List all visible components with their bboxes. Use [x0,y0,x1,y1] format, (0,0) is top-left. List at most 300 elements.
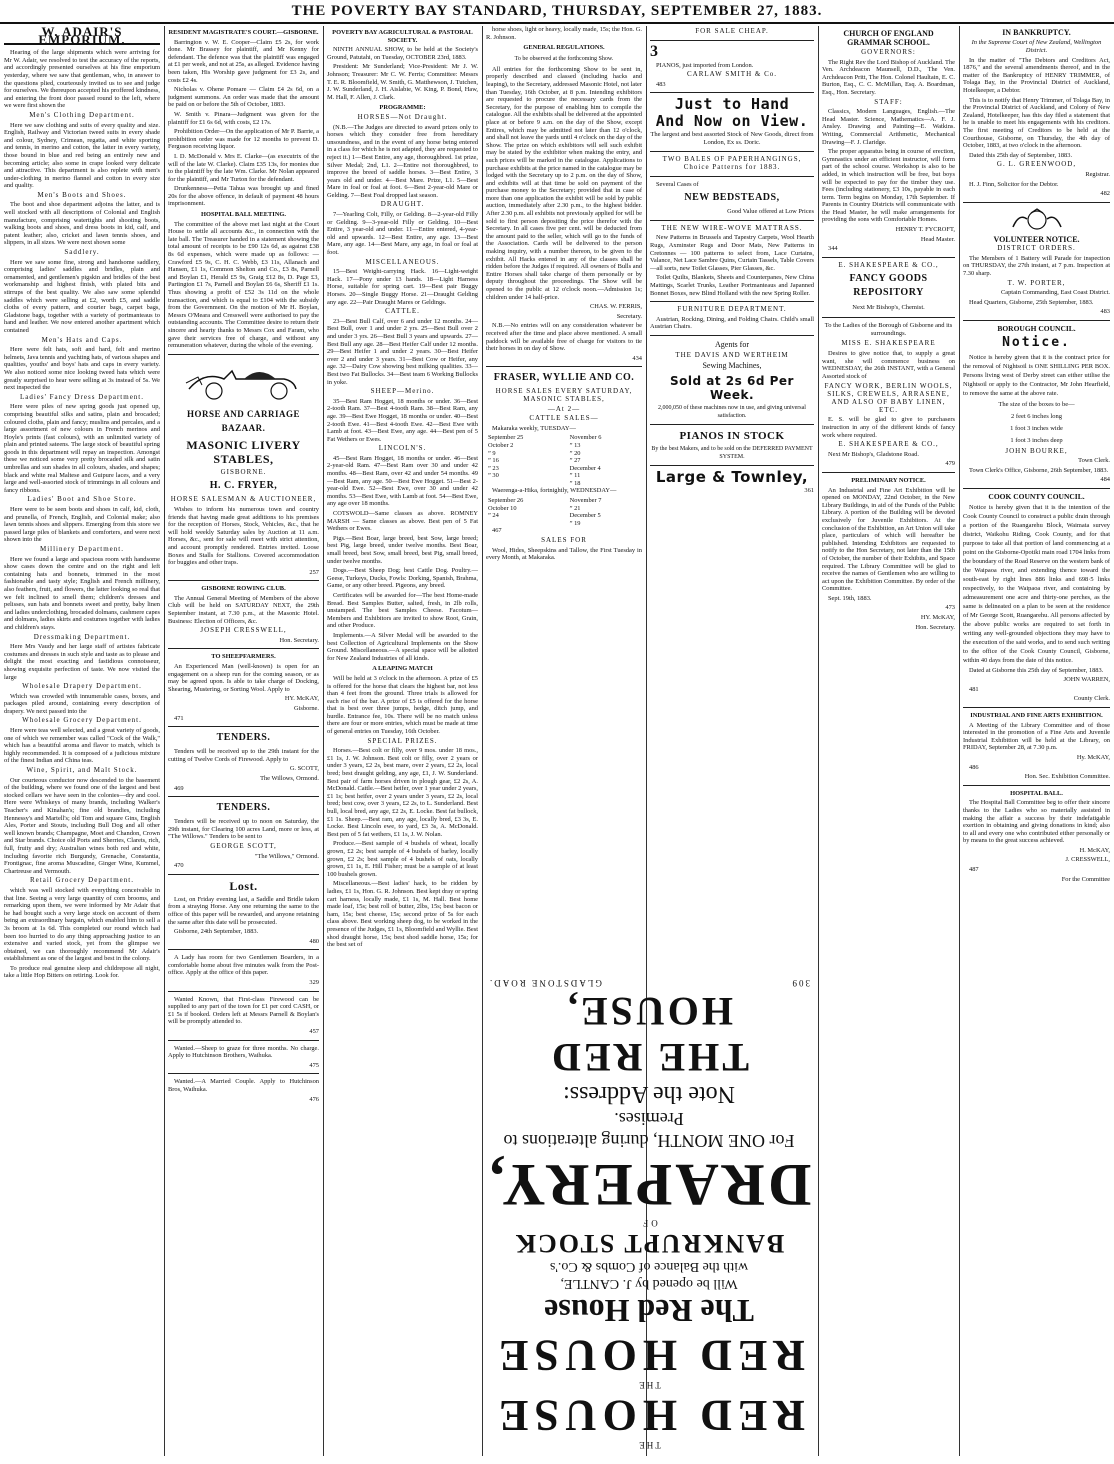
section-heading: POVERTY BAY AGRICULTURAL & PASTORAL SOCIETY. [332,29,473,44]
fryer-name: H. C. FRYER, [209,480,278,492]
ad-number: 473 [945,604,955,612]
ad-number: 257 [309,568,319,576]
several-cases: Several Cases of [656,180,699,188]
section-heading: PROGRAMME: [379,104,426,112]
subsection-heading: LINCOLN'S. [378,444,427,453]
sales-for-heading: SALES FOR [541,536,587,545]
article-text: horse shoes, light or heavy, locally made, 15s; the Hon. G. R. Johnson. [486,26,642,41]
signature: CHAS. W. FERRIS, [589,303,642,311]
section-heading: Ladies' Fancy Dress Department. [19,392,144,401]
signature: T. W. PORTER, [1007,278,1066,287]
table-row [486,457,642,465]
table-cell: ” 9 [488,449,496,457]
masonic-place: GISBORNE. [220,467,267,476]
shakespeare-address: Next Mr Bishop's, Chemist. [852,304,925,312]
table-cell: November 6 [569,434,602,442]
subsection-heading: MISCELLANEOUS. [365,257,440,266]
fancy-work-list: FANCY WORK, BERLIN WOOLS, SILKS, CREWELS, ARRASENE, AND ALSO OF BABY LINEN, ETC. [824,382,953,415]
makaraka-dates-table [486,434,642,487]
divider [650,92,814,93]
divider [650,220,814,221]
article-text: Here were teas well selected, and a great variety of goods, one of which we remember was called "Cock of the Walk," which has a beautiful aroma and flavor to match, which is highly recommended. It is composed of a judicious mixture of the finest Indian and China teas. [4,727,160,765]
signature: HY. McKAY, [920,614,955,622]
article-text: The proper apparatus being in course of erection, Gymnastics under an efficient instructor, will form part of the school course. Workshop is also to be added, in which instruction will be free, but boys will be expected to pay for the timber they use. Fees (including stationery, £3 10s, payable in each term. Term begins on Monday, 17th September. If Parents in Country Districts will communicate with the Head Master, he will make arrangements for providing the sons with Comfortable Homes. [822,148,955,224]
signature-place: The Willows, Ormond. [260,774,319,782]
divider [822,257,955,258]
section-heading: A LEAPING MATCH [372,665,433,673]
article-text: which was well stocked with everything conceivable in that line. Seeing a very large quantity of corn brooms, and remarking upon them, we were informed by Mr Adair that he had bought such a very large stock on account of them being an extraordinary bargain, which enabled him to sell a 3s broom at 1s 6d. This completed our round which had been too hurried to do any thing approaching justice to an extensive and varied stock, yet from the glimpse we obtained, we can thoroughly recommend Mr Adair's establishment as one of the largest and best in the colony. [4,886,160,963]
signature-role: Captain Commanding, East Coast District. [1001,289,1110,297]
the-red-house: The Red House [544,1293,754,1329]
subsection-heading: CATTLE. [385,307,420,316]
machines-in-use: 2,000,050 of these machines now in use, and giving universal satisfaction. [658,405,806,419]
table-row [486,520,642,528]
column-rule [323,26,324,1456]
signature-role: County Clerk. [1073,695,1110,703]
table-cell: ” 21 [569,504,581,512]
signature: H. McKAY, [1079,846,1110,854]
largest-stock-text: The largest and best assorted Stock of New Goods, direct from London, Ex ss. Doric. [650,131,814,147]
notice-date: Sept. 19th, 1883. [828,594,872,602]
gladstone-road: GLADSTONE ROAD. [488,978,602,988]
article-text: Here were to be seen boots and shoes in calf, kid, cloth, and prunella, of French, English, and Colonial make; also lawn tennis shoes and slippers. Emerging from this store we passed large piles of blankets and comforters, and were next shown into the [4,506,160,544]
ad-number: 344 [828,245,838,253]
tenders-title: TENDERS. [216,732,271,744]
pianos-in-stock: PIANOS IN STOCK [679,430,785,443]
divider [168,991,319,992]
notice-title: Notice. [1002,334,1071,350]
section-heading: VOLUNTEER NOTICE. [993,234,1080,244]
article-text: The committee of the above met last night at the Court House to settle all accounts &c., in connection with the late ball. The Treasurer handed in a statement showing the total amount of receipts to be £90 12s 6d, as against £38 8s 6d expenses, which were made up as follows: —Crawford £5 9s, C. H. C. Webb, £3 11s, Allanach and Hansen, £1 1s, Common Shelton and Co., £3 8s, Parnell and Boylan £1, Herald £5 9s, Graig £12 8s, D. Page £3, Partington £1 7s, Parnell and Boylan £6 6s, Sheriff £1 1s. Thus showing a profit of £52 3s 11d on the whole transaction, and which is equal to £104 with the subsidy from the Government. On the motion of Mr H. Boylan, Messrs O'Meara and Cresswell were authorised to pay the outstanding accounts. The Committee desire to return their sincere and hearty thanks to Messrs Cox and Faram, who gave their services free of charge, and without any remuneration whatever, during the whole of the evening. [168,220,319,350]
ad-number: 487 [969,866,979,874]
signature-place: "The Willows," Ormond. [254,852,319,860]
article-text: All entries for the forthcoming Show to be sent in, properly described and classed (including hacks and leaping), to the Secretary, addressed Masonic Hotel, not later than Tuesday, 16th October, at 8 p.m. Intending exhibitors are requested to procure the necessary cards from the Secretary, for the purpose of enabling him to compile the catalogue. All the exhibits shall be delivered at the appointed place at or before 9 a.m. on the day of the Show, except Entires, which may be admitted not later than 12 o'clock, and shall not leave the yards until 4 o'clock on the day of the Show. The prize on which exhibitors will sell such exhibit may be stated by the exhibitor when making the entry, and such prices will be marked in the catalogue. Applications to purchase exhibits at the price named in the catalogue may be lodged with the Secretary up to 2 p.m. on the day of Show, and exhibits will at that time be sold on payment of the purchase money to the Secretary; provided that in case of more than one application the exhibit will be sold by public auction, immediately after 2.30 p.m., to the highest bidder. After 2.30 p.m. all exhibits not previously applied for will be sold to first person depositing the price therefor with the Secretary. In all cases five per cent. will be deducted from the amount paid to the seller, which will go to the funds of the Association. Cards will be delivered to the person making inquiry, with a number thereon, to be given to the exhibit. All Hacks entered in any of the classes shall be ridden before the Judges if required. All owners of Bulls and Entire Horses shall take charge of them personally or by deputy throughout the proceedings. The Show will be opened to the public at 12 o'clock noon.—Admission 1s; children under 14 half-price. [486,65,642,301]
note-address: Note the Address: [563,1081,735,1107]
section-heading: Men's Clothing Department. [29,110,135,119]
section-heading: PRELIMINARY NOTICE. [851,476,926,484]
ad-number: 483 [1100,308,1110,316]
agents-for: Agents for [715,339,749,349]
article-text: The Annual General Meeting of Members of the above Club will be held on SATURDAY NEXT, the 29th September instant, at 7.30 p.m., at the Masonic Hotel. Business: Election of Officers, &c. [168,594,319,625]
section-heading: HOSPITAL BALL. [1010,789,1063,797]
signature: JOHN BOURKE, [1005,446,1068,455]
table-cell: ” 24 [488,512,499,520]
article-text: 35—Best Ram Hogget, 18 months or under. 36—Best 2-tooth Ram. 37—Best 4-tooth Ram. 38—Best Ram, any age. 39—Best Ewe Hogget, 18 months or under. 40—Best 2-tooth Ewe. 41—Best 4-tooth Ewe. 42—Best Ewe with Lamb at foot. 43—Best Ewe, any age. 44—Best pen of 5 Fat Wethers or Ewes. [327,397,478,443]
subsection-heading: GOVERNORS: [861,48,916,56]
signature-role: For the Committee [1061,875,1110,883]
paperhangings: TWO BALES OF PAPERHANGINGS, Choice Patterns for 1883. [662,155,802,171]
divider [486,366,642,367]
section-heading: Saddlery. [64,248,100,257]
bedsteads-subtitle: Good Value offered at Low Prices [727,208,814,216]
article-text: An Experienced Man (well-known) is open for an engagement on a sheep run for the coming season, or as may be agreed upon. Is able to take charge of Docking, Shearing, Mustering, or Sorting Wool. Apply to [168,663,319,693]
divider [168,354,319,355]
carriage-illustration [184,361,304,401]
article-text: Notice is hereby given that it is the contract price for the removal of Nightsoil is ONE SHILLING PER BOX. Persons living west of Derby street can either utilise the Nightsoil or apply to the Contractor, Mr John Hearfield, to remove the same at the above rate. [963,353,1110,397]
divider [650,424,814,425]
pianos-count: 3 [650,42,659,60]
furniture-heading: FURNITURE DEPARTMENT. [677,305,787,314]
ad-number: 457 [309,1028,319,1036]
red-house-title: RED HOUSE [493,1391,805,1440]
signature: HY. McKAY, [284,695,319,703]
notice-date: Dated this 25th day of September, 1883. [969,151,1073,159]
signature-role: Hon. Sec. Exhibition Committee. [1024,773,1110,781]
table-row [486,442,642,450]
article-text: In the matter of "The Debtors and Creditors Act, 1876," and the several amendments thereof, and in the matter of the Bankruptcy of HENRY TRIMMER, of Tolaga Bay, in the Provincial District of Auckland, Hotelkeeper, a Debtor. [963,56,1110,94]
bankrupt-stock: BANKRUPT STOCK [513,1229,785,1258]
article-text: Tenders will be received up to the 29th instant for the cutting of Twelve Cords of Firewood. Apply to [168,748,319,763]
fraser-subtitle: HORSE SALES EVERY SATURDAY, MASONIC STABLES, [495,387,633,403]
signature-role: Registrar. [1085,170,1110,178]
article-text: 45—Best Ram Hogget, 18 months or under. 46—Best 2-year-old Ram. 47—Best Ram over 30 and under 42 months. 48—Best Ram, over 42 and under 54 months. 49—Best Ram, any age. 50—Best Ewe Hogget. 51—Best 2-year-old Ewe. 52—Best Ewe, over 30 and under 42 months. 53—Best Ewe, with Lamb at foot. 54—Best Ewe, any age over 18 months. [327,454,478,508]
article-text: Certificates will be awarded for—The best Home-made Bread. Best Samples Butter, salted, fresh, in 2lb rolls, unstamped. The best Samples Cheese. Facotum—Members and Exhibitors are invited to show Root, Grain, and other Produce. [327,591,478,630]
article-text: Drunkenness—Petia Tahua was brought up and fined 20s for the above offence, in default of payment 48 hours imprisonment. [168,185,319,208]
table-cell: ” 20 [569,449,581,457]
adair-banner: W. ADAIR'S EMPORIUM. [4,28,160,45]
divider [650,176,814,177]
section-heading: GENERAL REGULATIONS. [523,44,605,52]
ad-number: 480 [309,937,319,945]
table-cell: ” 19 [569,519,581,527]
divider [168,580,319,581]
table-cell [486,480,568,488]
signature-role: Town Clerk. [1078,457,1110,465]
table-row [486,480,642,488]
signature-role: Hon. Secretary. [279,636,319,644]
section-heading: HOSPITAL BALL MEETING. [201,211,286,219]
lost-title: Lost. [229,878,258,893]
fraser-time: —At 2— [547,404,581,413]
article-text: Our courteous conductor now descended to the basement of the building, where we found one of the largest and best stocked cellars we have seen in the colonies—dry and cool. Here were Whiskeys of many brands, including Walker's Teacher's and Kinahan's; fine old brandies, including Hennessy's and Martell's; old Tom and square Gins, English Ales, Porter and Stouts, including Bull Dog and all other well known brands; Champagne, Moet and Chandon, Crown and Star brands. Choice old Ports and Sherries, Clarets, rich, full, fruity and dry; Australian wines both red and white, including favorite rich Burgundy, Grenache, Constantia, Frontignac, fine aroma Muscadine, Ginger Wine, Kummel, Chartreuse and Vermouth. [4,776,160,875]
table-cell: ” 30 [488,472,499,480]
signature-place: Gisborne. [293,705,319,712]
section-heading: Wholesale Grocery Department. [22,716,142,725]
subsection-heading: SPECIAL PRIZES. [367,736,438,745]
pianos-stock-sub: By the best Makers, and to be sold on the DEFERRED PAYMENT SYSTEM. [651,446,813,460]
sewing-machines: Sewing Machines, [702,361,762,371]
signature: HENRY T. FYCROFT, [895,226,955,234]
table-cell: ” 16 [488,457,499,465]
article-text: Implements.—A Silver Medal will be awarded to the best Collection of Agricultural Implements on the Show Ground. Miscellaneous.—A special space will be allotted for New Zealand Industries of all kinds. [327,631,478,662]
will-be-opened: Will be opened by J. CANTLE, [560,1276,738,1291]
table-cell: ” 11 [569,472,581,480]
ad-number: 309 [790,978,810,988]
divider [822,317,955,318]
section-heading: Retail Grocery Department. [30,876,134,885]
article-text: A Lady has room for two Gentlemen Boarders, in a comfortable home about five minutes walk from the Post-office. Apply at the office of this paper. [168,954,319,977]
masthead-title: THE POVERTY BAY STANDARD, THURSDAY, SEPTEMBER 27, 1883. [291,3,823,19]
section-heading: Ladies' Boot and Shoe Store. [27,495,137,504]
article-text: Wanted.—A Married Couple. Apply to Hutchinson Bros, Waihuka. [168,1078,319,1093]
article-text: Miscellaneous.—Best ladies' hack, to be ridden by ladies, £1 1s, Hon. G. R. Johnson. Best kept dray or spring cart harness, locally made, £1 1s, M. Hall. Best home made loaf, 15s; best roll of butter, 2lbs, 15s; best bacon or ham, 15s; best cheese, 15s; second prize of 5s for each class above. Best working sheep dog, to be worked in the presence of the Judges, £1 1s, Bloomfield and Wyllie. Best shod draught horse, 15s; best shod saddle horse, 15s; for the best set of [327,880,478,949]
section-heading: BOROUGH COUNCIL. [997,324,1076,334]
royal-arms-icon [1007,207,1067,233]
section-heading: COOK COUNTY COUNCIL. [988,492,1085,501]
article-text: 7—Yearling Colt, Filly, or Gelding. 8—2-year-old Filly or Gelding. 9—3-year-old Filly or Gelding. 10—Best Entire, 3 year-old and under. 11—Entire entered, 4-year-old and upwards. 12—Best Entire, any age. 13—Best Mare, any age. 14—Best Mare, any age, in foal or foal at foot. [327,211,478,257]
pianos-seller: CARLAW SMITH & Co. [686,70,778,79]
ad-number: 470 [174,862,184,870]
article-text: N.B.—No entries will on any consideration whatever be received after the time and place above mentioned. A small paddock will be available free of charge for visitors to tie their horses in on day of Show. [486,322,642,353]
ad-number: 479 [945,460,955,468]
shakespeare-name: E. SHAKESPEARE & CO., [838,260,939,269]
list-item: 1 foot 3 inches wide [1010,424,1063,432]
section-heading: TO SHEEPFARMERS. [211,653,276,661]
divider [168,796,319,797]
article-text: Produce.—Best sample of 4 bushels of wheat, locally grown, £2 2s; best sample of 4 bushels of barley, locally grown, £2 2s; best sample of 4 bushels of oats, locally grown, £1 1s, E. Hill Fisher; must be a sample of at least 100 bushels grown. [327,840,478,878]
list-item: 1 foot 3 inches deep [1010,436,1063,444]
signature: J. CRESSWELL, [1065,856,1110,864]
divider [963,707,1110,708]
article-text: Wanted Known, that First-class Firewood can be supplied to any part of the town for £1 per cord CASH, or £1 5s if booked. Orders left at Messrs Parnell & Boylan's will be promptly attended to. [168,995,319,1026]
article-text: COTSWOLD—Same classes as above. ROMNEY MARSH — Same classes as above. Best pen of 5 Fat Wethers or Ewes. [327,510,478,533]
table-cell: November 7 [569,497,602,505]
section-heading: CHURCH OF ENGLAND GRAMMAR SCHOOL. [843,29,934,47]
signature-place: Town Clerk's Office, Gisborne, 26th September, 1883. [969,466,1109,474]
signature: E. SHAKESPEARE & CO., [838,440,939,449]
section-subheading: To be observed at the forthcoming Show. [514,55,614,62]
article-text: Will be held at 3 o'clock in the afternoon. A prize of £5 is offered for the horse that clears the highest bar, not less than 4 feet from the ground. Three trials is allowed for each rise of the bar. A prize of £5 is offered for the horse that is best over three jumps, hedge, ditch jump, and hurdle. Entrance fee, 10s. There will be no match unless there are four or more entries, which must be made at time of general entries on Tuesday, 16th October. [327,674,478,736]
article-text: This is to notify that Henry Trimmer, of Tolaga Bay, in the Provincial District of Auckland, and Colony of New Zealand, Hotelkeeper, has this day filed a statement that he is unable to meet his engagements with his creditors. The first meeting of Creditors to be held at the Courthouse, Gisborne, on Thursday, the 4th day of October, 1883, at two o'clock in the afternoon. [963,96,1110,150]
divider [650,151,814,152]
article-text: President: Mr Sunderland; Vice-President: Mr J. W. Johnson; Treasurer: Mr C. W. Ferris; Committee: Messrs T. E. R. Bloomfield, W. Smith, G. Matthewson, J. Tutchen, J. W. Sunderland, J. H. Aislabie, W. King, P. Bond, Haw, M. Hall, F. Allen, J. Clark. [327,63,478,101]
table-cell: ” 27 [569,457,581,465]
article-text: Austrian, Rocking, Dining, and Folding Chairs. Child's small Austrian Chairs. [650,315,814,331]
table-row [486,450,642,458]
to-the-ladies: To the Ladies of the Borough of Gisborne and its surroundings. [824,322,953,338]
section-heading: Wholesale Drapery Department. [22,682,142,691]
table-row [486,465,642,473]
ad-number: 471 [174,714,184,722]
masonic-title: MASONIC LIVERY STABLES, [186,437,301,466]
signature-role: Hon. Secretary. [915,623,955,631]
ad-number: 469 [174,784,184,792]
divider [168,726,319,727]
red-house-advertisement [480,680,818,1450]
drapery-title: DRAPERY, [486,1152,812,1218]
divider [963,785,1110,786]
ad-number: 476 [309,1095,319,1103]
solicitor: H. J. Finn, Solicitor for the Debtor. [969,180,1059,188]
divider [822,472,955,473]
article-text: Notice is hereby given that it is the intention of the Cook County Council to construct a public drain through a portion of the Ruangarehu Block, Waimata survey district, Waikohu Riding, Cook County, and for that purpose to take all that portion of land commencing at a point on the Gisborne-Opotiki main road 1704 links from the boundary of the Road Reserve on the western bank of the Waipaoa river, and extending thence toward the south-east by right lines 886 links and 698·5 links respectively, to the Waipaoa river, and containing by admeasurement one acre and thirty-one perches, as the same is delineated on a plan to be seen at the residence of Mr George Scott, Ruangarehu. All persons affected by the above public works are required to set forth in writing any well-grounded objections they may have to the execution of the said works, and to send such writing to the office of the Cook County Council, Gisborne, within 40 days from the date of this notice. [963,503,1110,664]
tenders-title: TENDERS. [216,802,271,814]
article-text: 23—Best Bull Calf, over 6 and under 12 months. 24—Best Bull, over 1 and under 2 yrs. 25—Best Bull over 2 and under 3 yrs. 26—Best Bull 3 years and upwards. 27—Best Bull any age. 28—Best Heifer Calf under 12 months. 29—Best Heifer 1 and under 2 years. 30—Best Heifer over 2 and under 3 years. 31—Best Cow or Heifer, any age. 32—Dairy Cow showing best milking qualities. 33—Best two Fat Bullocks. 34—Best team 6 Working Bullocks in yoke. [327,317,478,386]
article-text: Here were felt hats, soft and hard, felt and merino helmets, Java tennis and yachting hats, of various shapes and qualities, youths' and boys' hats and caps in every variety. We also noticed some nice looking tweed hats which were greatly surprised to hear were selling at 3s instead of 5s. We next inspected the [4,346,160,392]
table-cell [486,520,568,528]
red-house-address: THE RED HOUSE, [549,989,749,1080]
article-text: Nicholas v. Ohene Pomare — Claim £4 2s 6d, on a judgment summons. An order was made that the amount be paid on or before the 5th of October, 1883. [168,86,319,109]
and-now-on-view: And Now on View. [655,112,809,131]
table-row [486,497,642,505]
divider [963,202,1110,203]
divider [650,465,814,466]
makaraka-heading: Makaraka weekly, TUESDAY— [492,424,576,432]
fancy-goods-title: FANCY GOODS REPOSITORY [849,273,928,299]
column-rule [164,26,165,1456]
divider [168,949,319,950]
signature: GEORGE SCOTT, [210,841,277,850]
with-balance: with the Balance of Combs & Co.'s [549,1259,749,1274]
section-heading: Millinery Department. [40,545,124,553]
article-text: Wanted.—Sheep to graze for three months. No charge. Apply to Hutchinson Brothers, Waihuka. [168,1044,319,1060]
article-text: E. S. will be glad to give to purchasers instruction in any of the different kinds of fancy work where required. [822,416,955,439]
just-to-hand: Just to Hand [674,95,790,114]
subsection-heading: DRAUGHT. [380,200,425,209]
ad-number: 484 [1100,476,1110,484]
article-text: Here Mrs Vaudy and her large staff of artistes fabricate costumes and dresses in such style and taste as to please and delight the most exacting and fastidious connoisseur, showing exquisite perfection of taste. We now visited the large [4,643,160,681]
article-text: The Right Rev the Lord Bishop of Auckland. The Ven. Archdeacon Maunsell, D.D., The Ven. Archdeacon Pritt, The Hon. Colonel Haultain, E. C. Burton, Esq., C. C. McMillan, Esq. A. Boardman, Esq., Hon. Secretary. [822,58,955,96]
table-cell: September 25 [488,434,524,442]
section-heading: Men's Boots and Shoes. [37,190,127,199]
signature-role: Secretary. [616,312,642,320]
article-text: Wool, Hides, Sheepskins and Tallow, the First Tuesday in every Month, at Makaraka. [486,546,642,562]
davis-wertheim: THE DAVIS AND WERTHEIM [675,350,789,359]
article-text: New Patterns in Brussels and Tapestry Carpets, Wool Hearth Rugs, Axminster Rugs and Door Mats, New Patterns in Cretonnes — 100 patterns to select from, Lace Curtains, Valance, Net Lace Sambre Quins, Curtain Tassels, Table Covers —all sorts, new Toilet Glasses, Pier Glasses, &c. [650,234,814,272]
box-size-label: The size of the boxes to be— [998,400,1075,408]
article-text: The boot and shoe department adjoins the latter, and is well stocked with all descriptions of Colonial and English manufacture, comprising watertights and shooting boots, walking boots and shoes, and dress boots in kid, calf, and patent leather; also, cricket and lawn tennis shoes, and slippers, in all sizes. We were next shown some [4,201,160,247]
article-text: W. Smith v. Pinara—Judgment was given for the plaintiff for £1 6s 6d, with costs, £2 17s. [168,110,319,126]
subsection-heading: SHEEP—Merino. [370,387,435,396]
article-text: 15—Best Weight-carrying Hack. 16—Light-weight Hack. 17—Pony under 13 hands. 18—Light Harness Horse, suitable for spring cart. 19—Best pair Buggy Horses. 20—Single Buggy Horse. 21—Draught Gelding any age. 22—Pair Draught Mares or Geldings. [327,268,478,306]
waerenga-dates-table [486,497,642,527]
table-cell: October 2 [488,441,514,449]
for-sale-heading: FOR SALE CHEAP. [695,27,769,35]
article-text: An Industrial and Fine Art Exhibition will be opened on MONDAY, 22nd October, in the New Library Buildings, in aid of the Funds of the Public Library. A portion of the Building will be devoted exclusively for Juvenile Exhibitors. At the conclusion of the Exhibition, an Art Union will take place, particulars of which will hereafter be published. Intending Exhibitors are requested to notify to the Hon Secretary, not later than the 15th of October, the number of their Exhibits, and Space required. The Library Committee will be glad to receive the names of Gentlemen who are willing to act upon the Exhibition Committee. By order of the Committee. [822,486,955,593]
column-public-notices [963,26,1110,1456]
bedsteads-title: NEW BEDSTEADS, [684,192,780,204]
article-text: The Members of 1 Battery will Parade for inspection on THURSDAY, the 27th instant, at 7 p.m. Inspection at 7.30 sharp. [963,254,1110,278]
table-cell: December 4 [569,464,601,472]
divider [963,320,1110,321]
article-text: Lost, on Friday evening last, a Saddle and Bridle taken from a straying Horse. Any one returning the same to the office of this paper will be rewarded, and anyone retaining the same after this date will be prosecuted. [168,895,319,926]
bazaar-title: HORSE AND CARRIAGE BAZAAR. [186,408,300,433]
ad-number: 361 [804,487,814,495]
subsection-heading: STAFF: [874,97,903,106]
table-cell: December 5 [569,512,601,520]
miss-shakespeare: MISS E. SHAKESPEARE [841,339,936,348]
table-cell: ” 13 [569,441,581,449]
section-heading: Men's Hats and Caps. [41,335,123,344]
table-row [486,505,642,513]
column-adair-emporium [4,26,160,1456]
article-text: Pigs.—Best Boar, large breed, best Sow, large breed; best Pig, large breed, under twelve months. Best Boar, small breed, best Sow, small breed, best Pig, small breed, under twelve months. [327,534,478,565]
signature-role: Head Master. [920,235,955,243]
notice-date: Dated at Gisborne this 25th day of September, 1883. [969,666,1104,674]
section-heading: IN BANKRUPTCY. [1002,28,1071,37]
article-text: Horses.—Best colt or filly, over 9 mos. under 18 mos., £1 1s, J. W. Johnson. Best colt or filly, over 2 years or under 3 years, £2 2s, best mare, over 2 years, £2 2s, local bred; best draught gelding, any age, £1, J. W. Sunderland. Best pair of farm horses driven in plough gear, £2 2s, A. McDonald. Cattle.—Best heifer, over 1 year under 2 years, £1 1s; best heifer, over 2 years under 3 years, £2 2s, local bred; best cow, over 3 years, £2 2s, to L. Sunderland. Best bull, local bred, any age, £2 2s, E. Locke. Best fat bullock, £1 1s. Sheep.—Best ram, any age, locally bred, £3 3s, E. Locke. Best Lincoln ewe, to yard, £3 3s, A. McDonald. Best pen of 5 fat wethers, £1 1s, J. W. Nolan. [327,747,478,838]
article-text: Which was crowded with innumerable cases, boxes, and packages piled around, containing every description of drapery. We next passed into the [4,692,160,715]
large-townley: Large & Townley, [655,468,809,487]
table-cell: ” 18 [569,479,581,487]
shakespeare-address: Next Mr Bishop's, Gladstone Road. [828,450,919,458]
column-carlaw-smith [650,26,814,674]
signature: JOHN WARREN, [1063,676,1110,684]
notice-date: Gisborne, 24th September, 1883. [174,928,259,936]
signature: JOSEPH CRESSWELL, [200,626,287,635]
divider [963,488,1110,489]
table-cell: September 26 [488,497,524,505]
article-text: Desires to give notice that, to supply a great want, she will commence business on WEDNESDAY, the 26th INSTANT, with a General Assorted stock of [822,350,955,380]
red-house-the: THE [637,1440,661,1450]
divider [168,1073,319,1074]
column-grammar-school [822,26,955,1456]
red-house-the: THE [637,1380,661,1390]
subsection-heading: DISTRICT ORDERS. [997,244,1076,253]
signature: Hy. McKAY, [1076,753,1110,761]
section-heading: RESIDENT MAGISTRATE'S COURT.—GISBORNE. [168,29,319,36]
article-text: Here we found a large and spacious room with handsome show cases down the centre and on the right and left containing hats and bonnets, trimmed in the most fashionable and tasty style; English and French millinery, also feathers, fruit, and flowers, the latter looking so real that we felt inclined to smell them; children's dresses and pelisses, sun hats and bonnets sweet and pretty, baby linen and ladies underclothing, brocaded dolmans, cashmere capes and dolmans, ladies skirts and costumes together with ladies and children's stays. [4,555,160,631]
divider [650,40,814,41]
ad-number: 475 [309,1061,319,1069]
red-house-title: RED HOUSE [493,1331,805,1380]
ad-number: 467 [492,527,502,535]
table-cell: ” 23 [488,464,499,472]
article-text: A Meeting of the Library Committee and of those interested in the promotion of a Fine Arts and Juvenile Industrial Exhibition will be held at the Library, on FRIDAY, September 28, at 7.30 p.m. [963,721,1110,752]
article-text: (N.B.—The Judges are directed to award prizes only to horses which they consider free from hereditary unsoundness, and in the event of any horse being entered in a class for which he is not adapted, they are requested to reject it.) 1—Best Entire, any age, thoroughbred. 1st prize, Silver Medal; 2nd, L1. 2—Entire not thoroughbred, to improve the breed of saddle horses. 3—Best Entire, 3 years old and under. 4—Best Mare. Prize, L1. 5—Best Mare in foal or foal at foot. 6—Best 2-year-old Mare or Gelding. 7—Best Foal dropped last season. [327,123,478,199]
table-cell: October 10 [488,504,517,512]
fraser-title: FRASER, WYLLIE AND CO. [493,372,635,384]
article-text: Tenders will be received up to noon on Saturday, the 29th instant, for Clearing 100 acres Land, more or less, at "The Willows." Tenders to be sent to [168,818,319,841]
article-text: NINTH ANNUAL SHOW, to be held at the Society's Ground, Patutahi, on Tuesday, OCTOBER 23rd, 1883. [327,46,478,61]
article-text: PIANOS, just imported from London. [656,61,754,69]
wire-wove-heading: THE NEW WIRE-WOVE MATTRASS. [661,223,803,232]
table-row [486,434,642,442]
list-item: 2 feet 6 inches long [1011,412,1062,420]
column-rule [818,26,819,1456]
section-heading: INDUSTRIAL AND FINE ARTS EXHIBITION. [970,711,1103,719]
signature: G. SCOTT, [289,765,319,773]
waerenga-heading: Waerenga-a-Hika, fortnightly, WEDNESDAY— [492,487,617,495]
table-row [486,472,642,480]
article-text: Here we saw some fine, strong and handsome saddlery, comprising ladies' saddles and bridles, plain and ornamented, and gentlemen's pigskin and bridles of the best workmanship and highest finish, with plated bits and stirrups of the best quality. We also saw some splendid saddles which were selling at £2, worth £5, and saddle cloths of every pattern, and courier bags, carpet bags, Gladstone bags, together with a variety of portmanteaus to hand and leather. We now entered another apartment which contained [4,258,160,334]
article-text: Classics, Modern Languages, English.—The Head Master. Science, Mathematics—A. F. J. Ansley. Drawing and Painting—E. Watkins. Writing, Commercial Arithmetic, Mechanical Drawing—F. J. Claridge. [822,108,955,146]
article-text: Wishes to inform his numerous town and country friends that having made great additions to his premises for the reception of Horses, Stock, Vehicles, &c., that he will hold weekly Saturday sales by Auction at 11 a.m. Horses, &c., sent for sale will meet with strict attention, and account promptly rendered. Entries invited. Loose Boxes and Stalls for Stallions. Covered accommodation for buggies and other traps. [168,505,319,567]
divider [650,301,814,302]
column-court-and-notices [168,26,319,1456]
column-rule [959,26,960,1456]
table-row [486,512,642,520]
ad-number: 329 [309,979,319,987]
masthead [0,0,1114,24]
section-heading: Wine, Spirit, and Malt Stock. [26,766,138,775]
signature: G. L. GREENWOOD, [996,160,1077,169]
ad-number: 483 [656,80,666,88]
court-name: In the Supreme Court of New Zealand, Wellington District. [971,38,1102,54]
signature-place: Head Quarters, Gisborne, 25th September, 1883. [969,298,1094,306]
column-agricultural-show [327,26,478,1456]
fryer-subtitle: HORSE SALESMAN & AUCTIONEER, [170,495,317,504]
divider [168,648,319,649]
article-text: Prohibition Order—On the application of Mr P. Barrie, a prohibition order was made for 12 months to prevent D. Ferguson receiving liquor. [168,128,319,151]
article-text: Here we saw clothing and suits of every quality and size. English, Railway and Victorian tweed suits in every shade and colour, Sydney, Crimean, regatta, and white sporting and tennis, in merino and cotton, the latter in every variety, those bound in blue and red being an entirely new and becoming article; also some in crape looked very delicate and attractive. This department is also replete with men's under-clothing in merino flannel and cotton in every size and quality. [4,121,160,190]
article-text: To produce real genuine sleep and childrepose all night, take a little Hop Bitters on retiring. Look for. [4,964,160,980]
ad-number: 481 [969,685,979,693]
article-text: Barrington v. W. E. Cooper—Claim £5 2s, for work done. Mr Brassey for plaintiff, and Mr Kenny for defendant. The defence was that the plaintiff was engaged at £1 per week, and not at 25s, as alleged. Evidence having been taken, His Worship gave judgment for £3 2s, and costs £2 4s. [168,38,319,84]
divider [650,335,814,336]
ad-number: 482 [1100,190,1110,198]
ad-number: 486 [969,763,979,771]
article-text: Toilet Quilts, Blankets, Sheets and Counterpanes, New China Mattings, Scarlet Trunks, Leather Portmanteaus and Japanned Bonnet Boxes, new Blind Holland with the new Spring Roller. [650,274,814,297]
cattle-sales-heading: CATTLE SALES— [529,414,599,423]
article-text: Hearing of the large shipments which were arriving for Mr W. Adair, we resolved to test the accuracy of the reports, and accordingly presented ourselves at his fine emporium yesterday, where we saw that gentleman, who, in answer to the questions plied, courteously invited us to see and judge for ourselves. We thereupon accepted his proffered kindness, and entering the front door passed round to the left, where we were first shown the [4,49,160,110]
subsection-heading: HORSES—Not Draught. [357,112,448,121]
sold-per-week: Sold at 2s 6d Per Week. [670,374,794,403]
section-heading: GISBORNE ROWING CLUB. [201,585,286,593]
article-text: The Hospital Ball Committee beg to offer their sincere thanks to the Ladies who so materially assisted in making the affair a success by their indefatigable exertion in obtaining and giving donations in kind; also to all and every one who contributed either personally or by means to the great success achieved. [963,799,1110,845]
article-text: Dogs.—Best Sheep Dog; best Cattle Dog. Poultry.—Geese, Turkeys, Ducks, Fowls: Dorking, Spanish, Brahma, Game, or any other breed. Pigeons, any breed. [327,567,478,590]
divider [168,1040,319,1041]
